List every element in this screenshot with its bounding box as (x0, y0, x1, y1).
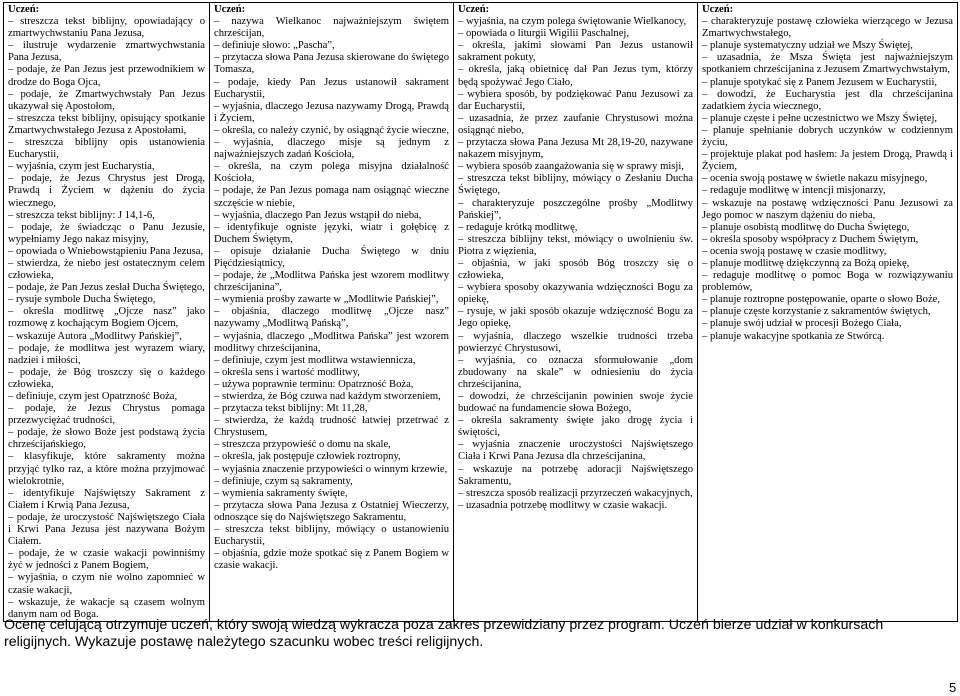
list-item: – wyjaśnia, dlaczego wszelkie trudności trzeba powierzyć Chrystusowi, (458, 330, 693, 354)
list-item: – planuje osobistą modlitwę do Ducha Świętego, (702, 221, 910, 233)
list-item: – planuje modlitwę dziękczynną za Bożą opiekę, (702, 257, 910, 269)
list-item: – wyjaśnia, dlaczego Pan Jezus wstąpił do nieba, (214, 209, 422, 221)
list-item: – podaje, kiedy Pan Jezus ustanowił sakrament Eucharystii, (214, 76, 449, 100)
list-item: – wybiera sposób zaangażowania się w sprawy misji, (458, 161, 684, 173)
list-item: – opisuje działanie Ducha Świętego w dniu Pięćdziesiątnicy, (214, 245, 449, 269)
list-item: – streszcza przypowieść o domu na skale, (214, 439, 391, 451)
list-item: – podaje, że modlitwa jest wyrazem wiary, nadziei i miłości, (8, 342, 205, 366)
list-item: – uzasadnia potrzebę modlitwy w czasie wakacji. (458, 499, 668, 511)
list-item: – identyfikuje Najświętszy Sakrament z Ciałem i Krwią Pana Jezusa, (8, 487, 205, 511)
list-item: – planuje spełnianie dobrych uczynków w codziennym życiu, (702, 124, 953, 149)
column-header: Uczeń: (214, 4, 246, 15)
list-item: – podaje, że Pan Jezus pomaga nam osiągnąć wieczne szczęście w niebie, (214, 185, 449, 209)
list-item: – definiuje, czym jest Opatrzność Boża, (8, 391, 178, 402)
list-item: – podaje, że w czasie wakacji powinniśmy żyć w jedności z Panem Bogiem, (8, 548, 205, 572)
list-item: – planuje swój udział w procesji Bożego Ciała, (702, 318, 902, 330)
list-item: – wskazuje na postawę wdzięczności Panu Jezusowi za Jego pomoc w naszym dążeniu do nieba, (702, 197, 953, 221)
list-item: – określa, na czym polega misyjna działalność Kościoła, (214, 161, 449, 185)
list-item: – podaje, że słowo Boże jest podstawą życia chrześcijańskiego, (8, 427, 205, 451)
list-item: – streszcza tekst biblijny, mówiący o ustanowieniu Eucharystii, (214, 524, 449, 548)
list-item: – wyjaśnia, dlaczego „Modlitwa Pańska” jest wzorem modlitwy chrześcijanina, (214, 330, 449, 354)
list-item: – definiuje słowo: „Pascha”, (214, 40, 335, 52)
list-item: – opowiada o liturgii Wigilii Paschalnej, (458, 28, 630, 40)
list-item: – definiuje, czym jest modlitwa wstawiennicza, (214, 354, 416, 366)
list-item: – wyjaśnia znaczenie przypowieści o winnym krzewie, (214, 463, 448, 475)
list-item: – planuje częste i pełne uczestnictwo we Mszy Świętej, (702, 112, 938, 124)
list-item: – określa, co należy czynić, by osiągnąć życie wieczne, (214, 124, 450, 136)
list-item: – podaje, że uroczystość Najświętszego Ciała i Krwi Pana Jezusa jest nazywana Bożym Ciałem. (8, 511, 205, 548)
list-item: – przytacza słowa Pana Jezusa z Ostatniej Wieczerzy, odnoszące się do Najświętszego Sakramentu, (214, 499, 449, 523)
list-item: – wyjaśnia, czym jest Eucharystia, (8, 161, 155, 173)
column-cell (454, 3, 698, 622)
column-header: Uczeń: (702, 4, 734, 15)
list-item: – dowodzi, że Eucharystia jest dla chrześcijanina zadatkiem życia wiecznego, (702, 88, 953, 112)
list-item: – nazywa Wielkanoc najważniejszym świętem chrześcijan, (214, 16, 449, 40)
list-item: – wyjaśnia, o czym nie wolno zapomnieć w czasie wakacji, (8, 572, 205, 596)
list-item: – streszcza tekst biblijny, opisujący spotkanie Zmartwychwstałego Jezusa z Apostołami, (8, 112, 205, 136)
list-item: – stwierdza, że niebo jest ostatecznym celem człowieka, (8, 257, 205, 282)
list-item: – planuje systematyczny udział we Mszy Świętej, (702, 40, 913, 52)
list-item: – wymienia prośby zawarte w „Modlitwie Pańskiej”, (214, 294, 439, 306)
list-item: – redaguje modlitwę o pomoc Boga w rozwiązywaniu problemów, (702, 270, 953, 294)
column-cell (698, 3, 958, 622)
list-item: – opowiada o Wniebowstąpieniu Pana Jezusa, (8, 245, 204, 257)
list-item: – planuje częste korzystanie z sakramentów świętych, (702, 306, 931, 318)
column-header: Uczeń: (458, 4, 490, 15)
list-item: – ilustruje wydarzenie zmartwychwstania Pana Jezusa, (8, 40, 205, 64)
list-item: – klasyfikuje, które sakramenty można przyjąć tylko raz, a które można przyjmować wielokrotnie, (8, 451, 205, 487)
list-item: – objaśnia, gdzie może spotkać się z Panem Bogiem w czasie wakacji. (214, 548, 449, 572)
list-item: – identyfikuje ogniste języki, wiatr i gołębicę z Duchem Świętym, (214, 221, 449, 245)
list-item: – podaje, że Zmartwychwstały Pan Jezus ukazywał się Apostołom, (8, 88, 205, 112)
list-item: – stwierdza, że Bóg czuwa nad każdym stworzeniem, (214, 391, 441, 402)
list-item: – projektuje plakat pod hasłem: Ja jestem Drogą, Prawdą i Życiem, (702, 149, 953, 173)
list-item: – wybiera sposoby okazywania wdzięczności Bogu za opiekę, (458, 282, 693, 306)
column-header: Uczeń: (8, 4, 40, 15)
list-item: – określa, jaką obietnicę dał Pan Jezus tym, którzy będą spożywać Jego Ciało, (458, 64, 693, 88)
list-item: – streszcza biblijny opis ustanowienia Eucharystii, (8, 137, 205, 161)
list-item: – podaje, że Bóg troszczy się o każdego człowieka, (8, 366, 205, 390)
list-item: – wymienia sakramenty święte, (214, 487, 348, 499)
list-item: – używa poprawnie terminu: Opatrzność Boża, (214, 378, 414, 390)
list-item: – ocenia swoją postawę w świetle nakazu misyjnego, (702, 173, 928, 185)
list-item: – streszcza tekst biblijny, opowiadający o zmartwychwstaniu Pana Jezusa, (8, 16, 205, 40)
list-item: – streszcza sposób realizacji przyrzeczeń wakacyjnych, (458, 487, 693, 499)
list-item: – streszcza tekst biblijny, mówiący o Zesłaniu Ducha Świętego, (458, 173, 693, 197)
list-item: – przytacza słowa Pana Jezusa Mt 28,19-20, nazywane nakazem misyjnym, (458, 137, 693, 161)
list-item: – określa, jak postępuje człowiek roztropny, (214, 451, 401, 463)
list-item: – objaśnia, dlaczego modlitwę „Ojcze nasz” nazywamy „Modlitwą Pańską”, (214, 306, 449, 330)
list-item: – definiuje, czym są sakramenty, (214, 475, 353, 487)
list-item: – określa sakramenty święte jako drogę życia i świętości, (458, 415, 693, 439)
list-item: – podaje, że Pan Jezus zesłał Ducha Świętego, (8, 282, 205, 294)
requirement-list (458, 16, 693, 512)
list-item: – planuje wakacyjne spotkania ze Stwórcą. (702, 330, 885, 342)
list-item: – charakteryzuje postawę człowieka wierzącego w Jezusa Zmartwychwstałego, (702, 16, 953, 40)
list-item: – wskazuje Autora „Modlitwy Pańskiej”, (8, 330, 182, 342)
footer-note: Ocenę celującą otrzymuje uczeń, który swoją wiedzą wykracza poza zakres przewidziany przez program. Uczeń bierze udział w konkursach religijnych. Wykazuje postawę należytego szacunku wobec treści religijnych. (4, 617, 884, 650)
list-item: – streszcza tekst biblijny: J 14,1-6, (8, 209, 155, 221)
list-item: – wyjaśnia, dlaczego misje są jednym z najważniejszych zadań Kościoła, (214, 137, 449, 161)
list-item: – wyjaśnia znaczenie uroczystości Najświętszego Ciała i Krwi Pana Jezusa dla chrześcijanina, (458, 439, 693, 463)
list-item: – wskazuje, że wakacje są czasem wolnym danym nam od Boga. (8, 596, 205, 620)
list-item: – określa sens i wartość modlitwy, (214, 366, 360, 378)
requirements-table (3, 2, 958, 622)
list-item: – określa modlitwę „Ojcze nasz” jako rozmowę z kochającym Bogiem Ojcem, (8, 306, 205, 330)
list-item: – wyjaśnia, co oznacza sformułowanie „dom zbudowany na skale” w odniesieniu do życia chrześcijanina, (458, 354, 693, 390)
list-item: – przytacza słowa Pana Jezusa skierowane do świętego Tomasza, (214, 52, 449, 76)
list-item: – objaśnia, w jaki sposób Bóg troszczy się o człowieka, (458, 257, 693, 282)
list-item: – rysuje symbole Ducha Świętego, (8, 294, 156, 306)
list-item: – przytacza tekst biblijny: Mt 11,28, (214, 403, 368, 415)
list-item: – uzasadnia, że przez zaufanie Chrystusowi można osiągnąć niebo, (458, 112, 693, 136)
column-cell (210, 3, 454, 622)
list-item: – podaje, że Jezus Chrystus jest Drogą, Prawdą i Życiem w dążeniu do życia wiecznego, (8, 173, 205, 209)
list-item: – podaje, że Pan Jezus jest przewodnikiem w drodze do Boga Ojca, (8, 64, 205, 88)
list-item: – stwierdza, że każdą trudność łatwiej przetrwać z Chrystusem, (214, 415, 449, 439)
list-item: – wyjaśnia, na czym polega świętowanie Wielkanocy, (458, 16, 687, 28)
list-item: – ocenia swoją postawę w czasie modlitwy, (702, 245, 887, 257)
requirement-list (8, 16, 205, 621)
list-item: – streszcza biblijny tekst, mówiący o uwolnieniu św. Piotra z więzienia, (458, 233, 693, 257)
list-item: – rysuje, w jaki sposób okazuje wdzięczność Bogu za Jego opiekę, (458, 306, 693, 330)
requirement-list (702, 16, 953, 343)
column-cell (4, 3, 210, 622)
list-item: – określa sposoby współpracy z Duchem Świętym, (702, 233, 919, 245)
page-number: 5 (949, 680, 957, 695)
list-item: – podaje, że Jezus Chrystus pomaga przezwyciężać trudności, (8, 403, 205, 427)
list-item: – podaje, że „Modlitwa Pańska jest wzorem modlitwy chrześcijanina”, (214, 270, 449, 294)
list-item: – uzasadnia, że Msza Święta jest najważniejszym spotkaniem chrześcijanina z Jezusem Zmartwychwstałym, (702, 52, 953, 76)
requirement-list (214, 16, 449, 572)
list-item: – wyjaśnia, dlaczego Jezusa nazywamy Drogą, Prawdą i Życiem, (214, 100, 449, 124)
list-item: – podaje, że świadcząc o Panu Jezusie, wypełniamy Jego nakaz misyjny, (8, 221, 205, 245)
list-item: – charakteryzuje poszczególne prośby „Modlitwy Pańskiej”, (458, 197, 693, 221)
list-item: – planuje roztropne postępowanie, oparte o słowo Boże, (702, 294, 940, 306)
list-item: – wskazuje na potrzebę adoracji Najświętszego Sakramentu, (458, 463, 693, 487)
list-item: – planuje spotykać się z Panem Jezusem w Eucharystii, (702, 76, 938, 88)
list-item: – wybiera sposób, by podziękować Panu Jezusowi za dar Eucharystii, (458, 88, 693, 112)
list-item: – redaguje modlitwę w intencji misjonarzy, (702, 185, 886, 197)
list-item: – redaguje krótką modlitwę, (458, 221, 578, 233)
list-item: – określa, jakimi słowami Pan Jezus ustanowił sakrament pokuty, (458, 40, 693, 64)
list-item: – dowodzi, że chrześcijanin powinien swoje życie budować na fundamencie słowa Bożego, (458, 391, 693, 415)
